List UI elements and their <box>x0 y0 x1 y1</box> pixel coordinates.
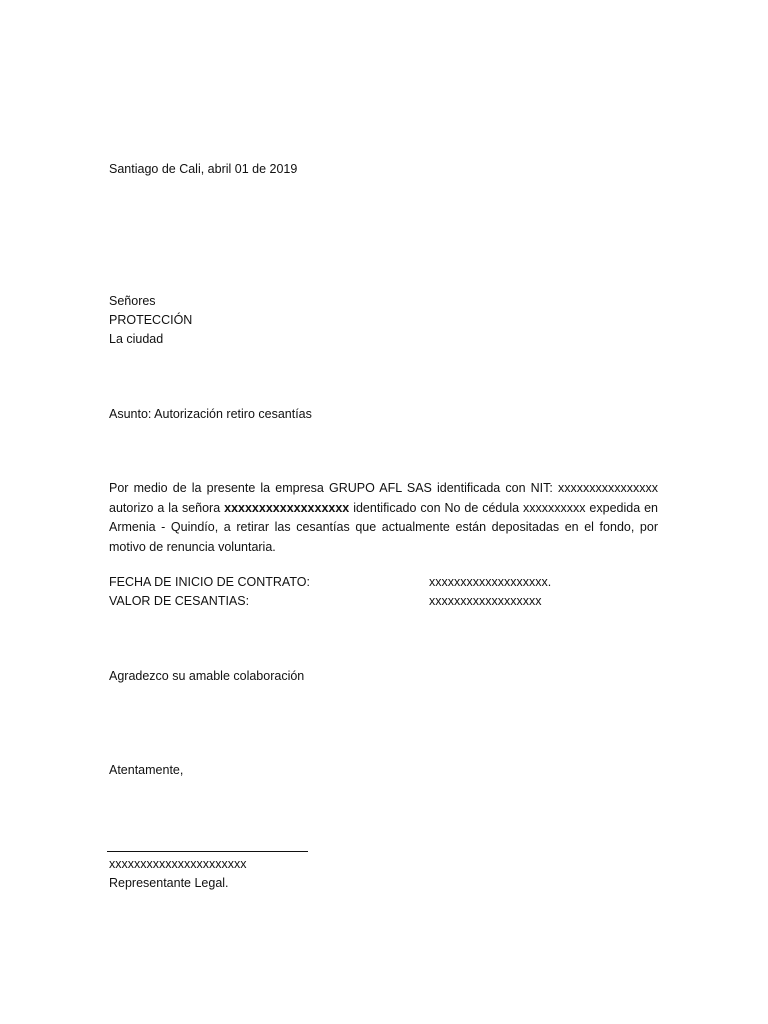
closing-line: Atentamente, <box>109 763 184 777</box>
field-label-severance-value: VALOR DE CESANTIAS: <box>109 594 250 608</box>
body-text-part1: Por medio de la presente la empresa GRUPO AFL SAS identificada con NIT: xxxxxxxxxxxxxxxx autorizo a la señora <box>109 481 658 515</box>
field-value-severance-value: xxxxxxxxxxxxxxxxxx <box>429 594 542 608</box>
subject-line: Asunto: Autorización retiro cesantías <box>109 407 312 421</box>
thanks-line: Agradezco su amable colaboración <box>109 669 305 683</box>
body-text-part2: identificado con No de cédula xxxxxxxxxx expedida en Armenia - Quindío, a retirar las cesantías que actualmente están depositadas en el fondo, por motivo de renuncia voluntaria. <box>109 500 658 554</box>
field-label-start-date: FECHA DE INICIO DE CONTRATO: <box>109 575 310 589</box>
body-paragraph <box>109 479 658 557</box>
signatory-title: Representante Legal. <box>109 876 229 890</box>
employee-name: xxxxxxxxxxxxxxxxxx <box>224 500 350 515</box>
recipient-city: La ciudad <box>109 332 164 346</box>
recipient-company: PROTECCIÓN <box>109 313 193 327</box>
place-date: Santiago de Cali, abril 01 de 2019 <box>109 162 298 176</box>
recipient-salutation: Señores <box>109 294 156 308</box>
field-value-start-date: xxxxxxxxxxxxxxxxxxx. <box>429 575 552 589</box>
signature-line <box>107 851 308 852</box>
signatory-name: xxxxxxxxxxxxxxxxxxxxxx <box>109 857 247 871</box>
